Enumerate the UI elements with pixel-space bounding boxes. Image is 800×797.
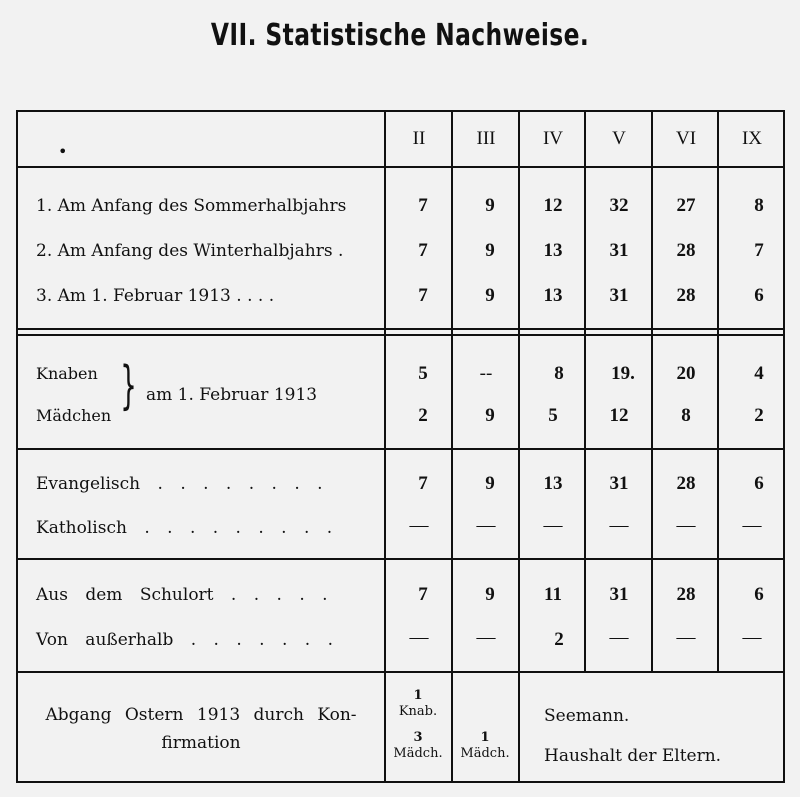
cell-value: 7 — [418, 473, 428, 494]
cell-value: — — [609, 515, 629, 536]
column-header-VI: VI — [675, 128, 697, 149]
cell-value: 28 — [676, 584, 696, 605]
departure-note: Seemann. — [544, 706, 630, 726]
cell-value: — — [543, 515, 563, 536]
page-title: VII. Statistische Nachweise. — [210, 18, 590, 53]
section-divider — [16, 448, 785, 450]
section-divider — [16, 558, 785, 560]
cell-value: 5 — [418, 363, 428, 384]
table-top-border — [16, 110, 785, 112]
cell-value: — — [476, 515, 496, 536]
cell-value: 11 — [544, 584, 562, 605]
section-divider — [16, 334, 785, 336]
cell-value: — — [676, 627, 696, 648]
cell-value: — — [742, 627, 762, 648]
row-label-girls: Mädchen — [36, 406, 112, 425]
departure-note: Haushalt der Eltern. — [544, 746, 722, 766]
departure-II-label-boys: Knab. — [398, 704, 438, 719]
cell-value: 7 — [418, 285, 428, 306]
cell-value: 5 — [548, 405, 558, 426]
departure-label-line1: Abgang Ostern 1913 durch Kon- — [45, 705, 357, 725]
row-label: Katholisch . . . . . . . . . — [36, 518, 333, 538]
cell-value: 31 — [609, 584, 629, 605]
row-label-boys: Knaben — [36, 364, 98, 383]
cell-value: 19. — [611, 363, 635, 384]
gender-date-qualifier: am 1. Februar 1913 — [146, 385, 318, 405]
cell-value: 12 — [543, 195, 563, 216]
cell-value: 6 — [754, 285, 764, 306]
table-left-border — [16, 110, 18, 783]
row-label: 3. Am 1. Februar 1913 . . . . — [36, 286, 275, 306]
cell-value: — — [742, 515, 762, 536]
column-header-IX: IX — [741, 128, 763, 149]
cell-value: 13 — [543, 285, 563, 306]
cell-value: 9 — [485, 584, 495, 605]
departure-II-count-girls: 3 — [413, 730, 423, 745]
header-divider — [16, 166, 785, 168]
cell-value: 8 — [681, 405, 691, 426]
cell-value: -- — [479, 363, 493, 384]
cell-value: 31 — [609, 473, 629, 494]
departure-label-line2: firmation — [161, 733, 241, 753]
section-divider — [16, 671, 785, 673]
cell-value: — — [609, 627, 629, 648]
cell-value: — — [409, 515, 429, 536]
cell-value: 9 — [485, 195, 495, 216]
cell-value: 8 — [754, 195, 764, 216]
cell-value: 13 — [543, 240, 563, 261]
row-label: Aus dem Schulort . . . . . — [36, 585, 328, 605]
cell-value: 12 — [609, 405, 629, 426]
cell-value: 7 — [418, 240, 428, 261]
cell-value: 6 — [754, 473, 764, 494]
column-header-II: II — [412, 128, 426, 149]
cell-value: 13 — [543, 473, 563, 494]
brace-icon: } — [120, 356, 137, 416]
cell-value: 2 — [754, 405, 764, 426]
cell-value: — — [676, 515, 696, 536]
row-label: 2. Am Anfang des Winterhalbjahrs . — [36, 241, 344, 261]
cell-value: 20 — [676, 363, 696, 384]
cell-value: 28 — [676, 473, 696, 494]
cell-value: 9 — [485, 240, 495, 261]
cell-value: — — [409, 627, 429, 648]
cell-value: 31 — [609, 240, 629, 261]
column-header-V: V — [612, 128, 626, 149]
departure-III-count-girls: 1 — [480, 730, 490, 745]
header-marker: • — [58, 142, 68, 161]
cell-value: 9 — [485, 285, 495, 306]
cell-value: 31 — [609, 285, 629, 306]
cell-value: 28 — [676, 285, 696, 306]
row-label: Evangelisch . . . . . . . . — [36, 474, 323, 494]
departure-III-label-girls: Mädch. — [460, 746, 510, 761]
cell-value: 2 — [418, 405, 428, 426]
cell-value: 28 — [676, 240, 696, 261]
cell-value: 9 — [485, 473, 495, 494]
column-header-IV: IV — [542, 128, 564, 149]
row-label: Von außerhalb . . . . . . . — [36, 630, 333, 650]
cell-value: 4 — [754, 363, 764, 384]
column-divider — [384, 110, 386, 783]
section-divider — [16, 328, 785, 330]
table-bottom-border — [16, 781, 785, 783]
cell-value: 7 — [418, 195, 428, 216]
cell-value: 9 — [485, 405, 495, 426]
row-label: 1. Am Anfang des Sommerhalbjahrs — [36, 196, 347, 216]
cell-value: 6 — [754, 584, 764, 605]
cell-value: 32 — [609, 195, 629, 216]
cell-value: 7 — [418, 584, 428, 605]
cell-value: 27 — [676, 195, 696, 216]
departure-II-label-girls: Mädch. — [393, 746, 443, 761]
cell-value: 8 — [554, 363, 564, 384]
column-header-III: III — [476, 128, 496, 149]
cell-value: — — [476, 627, 496, 648]
cell-value: 7 — [754, 240, 764, 261]
cell-value: 2 — [554, 629, 564, 650]
departure-II-count-boys: 1 — [413, 688, 423, 703]
